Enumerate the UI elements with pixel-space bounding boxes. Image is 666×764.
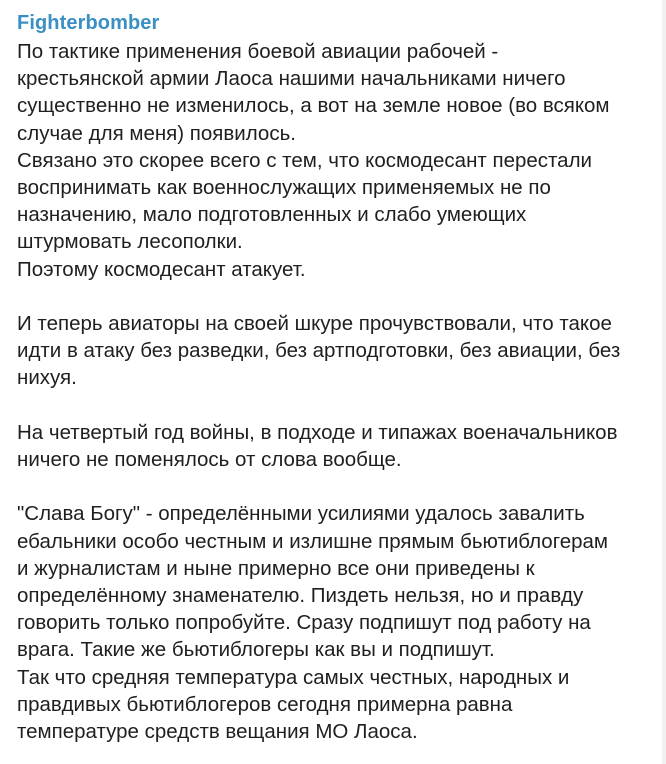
post-line: Поэтому космодесант атакует. — [17, 257, 306, 281]
post-line: "Слава Богу" - определёнными усилиями удалось завалить — [17, 502, 585, 526]
post-line: температуре средств вещания МО Лаоса. — [17, 720, 418, 744]
post-line: назначению, мало подготовленных и слабо умеющих — [17, 203, 527, 227]
blank-line — [17, 283, 657, 310]
post-line: идти в атаку без разведки, без артподготовки, без авиации, без — [17, 339, 621, 363]
post-line: ничего не поменялось от слова вообще. — [17, 448, 402, 472]
post-line: крестьянской армии Лаоса нашими начальниками ничего — [17, 67, 566, 91]
blank-line — [17, 473, 657, 500]
post-line: воспринимать как военнослужащих применяемых не по — [17, 176, 551, 200]
post-line: говорить только попробуйте. Сразу подпишут под работу на — [17, 611, 591, 635]
post-line: и журналистам и ныне примерно все они приведены к — [17, 556, 535, 580]
scrollbar[interactable] — [662, 0, 666, 764]
post-line: штурмовать лесополки. — [17, 230, 243, 254]
post-line: врага. Такие же бьютиблогеры как вы и подпишут. — [17, 638, 495, 662]
post-line: нихуя. — [17, 366, 77, 390]
blank-line — [17, 392, 657, 419]
post-line: По тактике применения боевой авиации рабочей - — [17, 40, 499, 63]
post-line: На четвертый год войны, в подходе и типажах военачальников — [17, 420, 618, 444]
channel-name[interactable]: Fighterbomber — [17, 12, 160, 34]
post-line: Так что средняя температура самых честных, народных и — [17, 665, 570, 689]
post-line: И теперь авиаторы на своей шкуре прочувствовали, что такое — [17, 312, 612, 336]
post-line: ебальники особо честным и излишне прямым бьютиблогерам — [17, 529, 609, 553]
post-line: Связано это скорее всего с тем, что космодесант перестали — [17, 148, 593, 172]
post-line: определённому знаменателю. Пиздеть нельзя, но и правду — [17, 584, 584, 608]
post-text — [17, 38, 657, 745]
post-line: правдивых бьютиблогеров сегодня примерна равна — [17, 692, 513, 716]
post-line: случае для меня) появилось. — [17, 121, 296, 145]
post-line: существенно не изменилось, а вот на земле новое (во всяком — [17, 94, 610, 118]
